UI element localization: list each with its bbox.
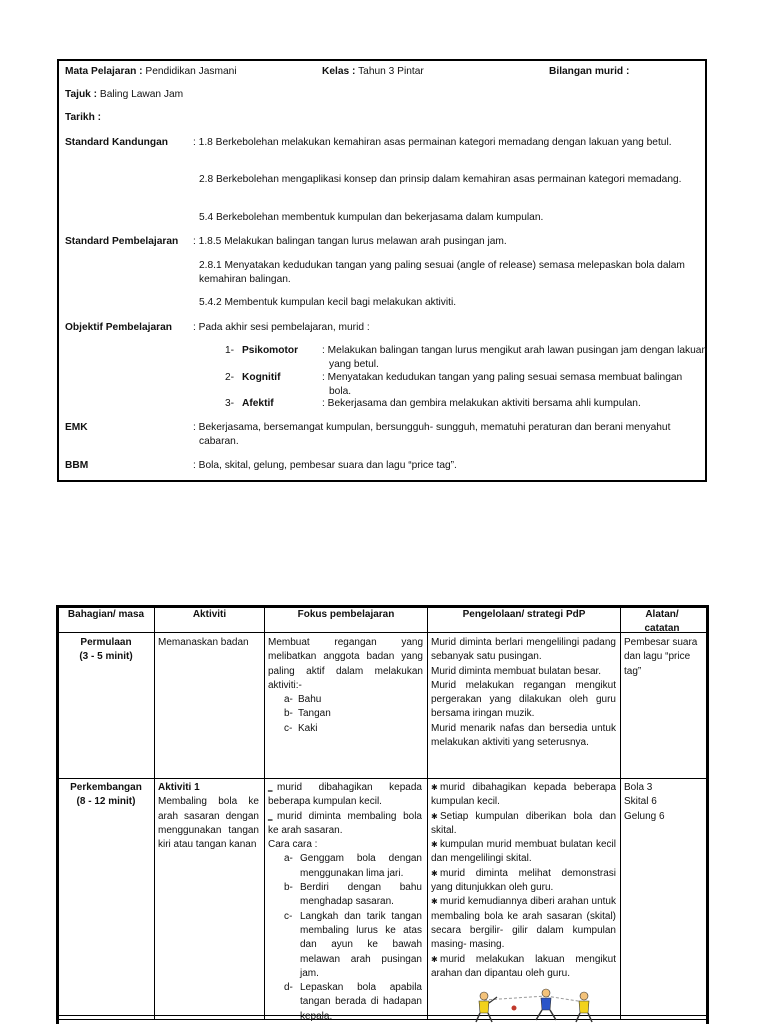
list-item: Murid diminta membuat bulatan besar.: [431, 665, 602, 677]
list-item: ✱ murid diminta melihat demonstrasi yang ditunjukkan oleh guru.: [431, 867, 616, 894]
bullet-icon: ✱: [431, 868, 438, 878]
row1-tools: Pembesar suara dan lagu “price tag”: [624, 637, 698, 677]
class-label: Kelas :: [322, 66, 356, 77]
header-strategy: Pengelolaan/ strategi PdP: [462, 609, 586, 620]
col-rule-4: [620, 607, 621, 1020]
objective-num-1: 1-: [225, 345, 235, 356]
students-label: Bilangan murid :: [549, 66, 630, 77]
list-item: a- Genggam bola dengan menggunakan lima jari.: [284, 853, 422, 879]
header-focus: Fokus pembelajaran: [297, 609, 395, 620]
row2-section: Perkembangan: [70, 782, 142, 793]
row1-focus: [268, 636, 423, 736]
row1-time: (3 - 5 minit): [79, 651, 133, 662]
objective-name-2: Kognitif: [242, 372, 281, 383]
row2-activity-title: Aktiviti 1: [158, 782, 200, 793]
bullet-icon: ‗: [268, 783, 273, 792]
col-rule-2: [264, 607, 265, 1020]
header-tools: Alatan/ catatan: [644, 609, 680, 635]
table-border-left: [56, 605, 59, 1024]
emk-value: : Bekerjasama, bersemangat kumpulan, bersungguh- sungguh, mematuhi peraturan dan berani menyahut cabaran.: [193, 422, 671, 447]
objective-name-3: Afektif: [242, 398, 274, 409]
list-item: d- Lepaskan bola apabila tangan berada di hadapan kepala.: [284, 982, 422, 1022]
row1-strategy: [431, 636, 616, 750]
row2-focus-howto: Cara cara :: [268, 839, 318, 851]
row2-activity-text: Membaling bola ke arah sasaran dengan menggunakan tangan kiri atau tangan kanan: [158, 796, 259, 851]
topic-value: Baling Lawan Jam: [99, 89, 184, 100]
topic-row: [65, 88, 183, 102]
list-item: Murid menarik nafas dan bersedia untuk melakukan aktiviti yang seterusnya.: [431, 722, 616, 749]
list-item: ✱ kumpulan murid membuat bulatan kecil dan mengelilingi skital.: [431, 839, 616, 865]
bullet-icon: ✱: [431, 811, 438, 821]
list-item: Gelung 6: [624, 810, 665, 822]
list-item: ‗ murid diminta membaling bola ke arah sasaran.: [268, 810, 422, 836]
objective-text-2: : Menyatakan kedudukan tangan yang paling sesuai semasa membuat balingan bola.: [322, 372, 683, 397]
class-value: Tahun 3 Pintar: [358, 66, 424, 77]
list-item: c- Kaki: [284, 722, 318, 734]
row1-focus-text: Membuat regangan yang melibatkan anggota badan yang paling aktif dalam melakukan aktiviti:-: [268, 637, 423, 691]
sk-item-2: 2.8 Berkebolehan mengaplikasi konsep dan prinsip dalam kemahiran asas permainan kategori memadang.: [199, 174, 682, 185]
class-row: [322, 65, 424, 79]
list-item: a- Bahu: [284, 694, 322, 706]
topic-label: Tajuk :: [65, 89, 98, 100]
obj-label: Objektif Pembelajaran: [65, 322, 173, 333]
sk-item-1: : 1.8 Berkebolehan melakukan kemahiran asas permainan kategori memadang dengan lakuan yang betul.: [193, 137, 672, 148]
bullet-icon: ✱: [431, 840, 438, 850]
row2-tools: [624, 781, 704, 824]
bullet-icon: ‗: [268, 811, 273, 821]
obj-intro: : Pada akhir sesi pembelajaran, murid :: [193, 322, 370, 333]
table-border-right: [706, 605, 709, 1024]
objective-text-1: : Melakukan balingan tangan lurus mengikut arah lawan pusingan jam dengan lakuan yang betul.: [322, 345, 708, 370]
row2-strategy: [431, 781, 616, 981]
objective-num-3: 3-: [225, 398, 235, 409]
sp-item-1: : 1.8.5 Melakukan balingan tangan lurus melawan arah pusingan jam.: [193, 236, 507, 247]
sk-item-3: 5.4 Berkebolehan membentuk kumpulan dan bekerjasama dalam kumpulan.: [199, 212, 544, 223]
bbm-label: BBM: [65, 460, 89, 471]
list-item: Bola 3: [624, 782, 653, 793]
list-item: ✱ murid dibahagikan kepada beberapa kumpulan kecil.: [431, 782, 616, 808]
bbm-value: : Bola, skital, gelung, pembesar suara dan lagu “price tag”.: [193, 460, 457, 471]
emk-label: EMK: [65, 422, 88, 433]
list-item: Murid melakukan regangan mengikut pergerakan yang dilakukan oleh guru bersama iringan muzik.: [431, 679, 616, 720]
objective-num-2: 2-: [225, 372, 235, 383]
row2-focus: [268, 781, 422, 1022]
list-item: b- Berdiri dengan bahu menghadap sasaran.: [284, 882, 422, 908]
list-item: ✱ murid kemudiannya diberi arahan untuk membaling bola ke arah sasaran (skital) secara bergilir- gilir dalam kumpulan masing- masing.: [431, 896, 616, 951]
throwing-illustration-icon: [462, 986, 612, 1024]
sp-item-3: 5.4.2 Membentuk kumpulan kecil bagi melakukan aktiviti.: [199, 297, 457, 308]
sp-item-2: 2.8.1 Menyatakan kedudukan tangan yang paling sesuai (angle of release) semasa melepaskan bola dalam kemahiran balingan.: [199, 260, 685, 285]
row1-section: Permulaan: [80, 637, 132, 648]
bullet-icon: ✱: [431, 783, 438, 792]
col-rule-3: [427, 607, 428, 1020]
list-item: b- Tangan: [284, 708, 331, 720]
bullet-icon: ✱: [431, 954, 438, 964]
bullet-icon: ✱: [431, 897, 438, 907]
col-rule-1: [154, 607, 155, 1020]
date-label: Tarikh :: [65, 112, 102, 123]
list-item: Skital 6: [624, 796, 657, 808]
header-section: Bahagian/ masa: [67, 609, 145, 620]
table-header-rule: [58, 632, 708, 633]
list-item: ‗ murid dibahagikan kepada beberapa kumpulan kecil.: [268, 782, 422, 808]
header-activity: Aktiviti: [192, 609, 227, 620]
subject-value: Pendidikan Jasmani: [145, 66, 237, 77]
row2-activity: [158, 781, 259, 852]
subject-label: Mata Pelajaran :: [65, 66, 143, 77]
objective-name-1: Psikomotor: [242, 345, 299, 356]
row2-time: (8 - 12 minit): [76, 796, 136, 807]
objective-text-3: : Bekerjasama dan gembira melakukan aktiviti bersama ahli kumpulan.: [322, 398, 641, 409]
list-item: ✱ murid melakukan lakuan mengikut arahan dan dipantau oleh guru.: [431, 953, 616, 979]
table-row-rule: [58, 778, 708, 779]
list-item: Murid diminta berlari mengelilingi padang sebanyak satu pusingan.: [431, 637, 616, 663]
sk-label: Standard Kandungan: [65, 137, 169, 148]
sp-label: Standard Pembelajaran: [65, 236, 179, 247]
row1-focus-list: [268, 693, 423, 736]
list-item: ✱ Setiap kumpulan diberikan bola dan skital.: [431, 810, 616, 836]
list-item: c- Langkah dan tarik tangan membaling lurus ke atas dan ayun ke bawah melawan arah pusingan jam.: [284, 910, 422, 979]
subject-row: [65, 65, 237, 79]
row1-activity: Memanaskan badan: [158, 637, 249, 648]
